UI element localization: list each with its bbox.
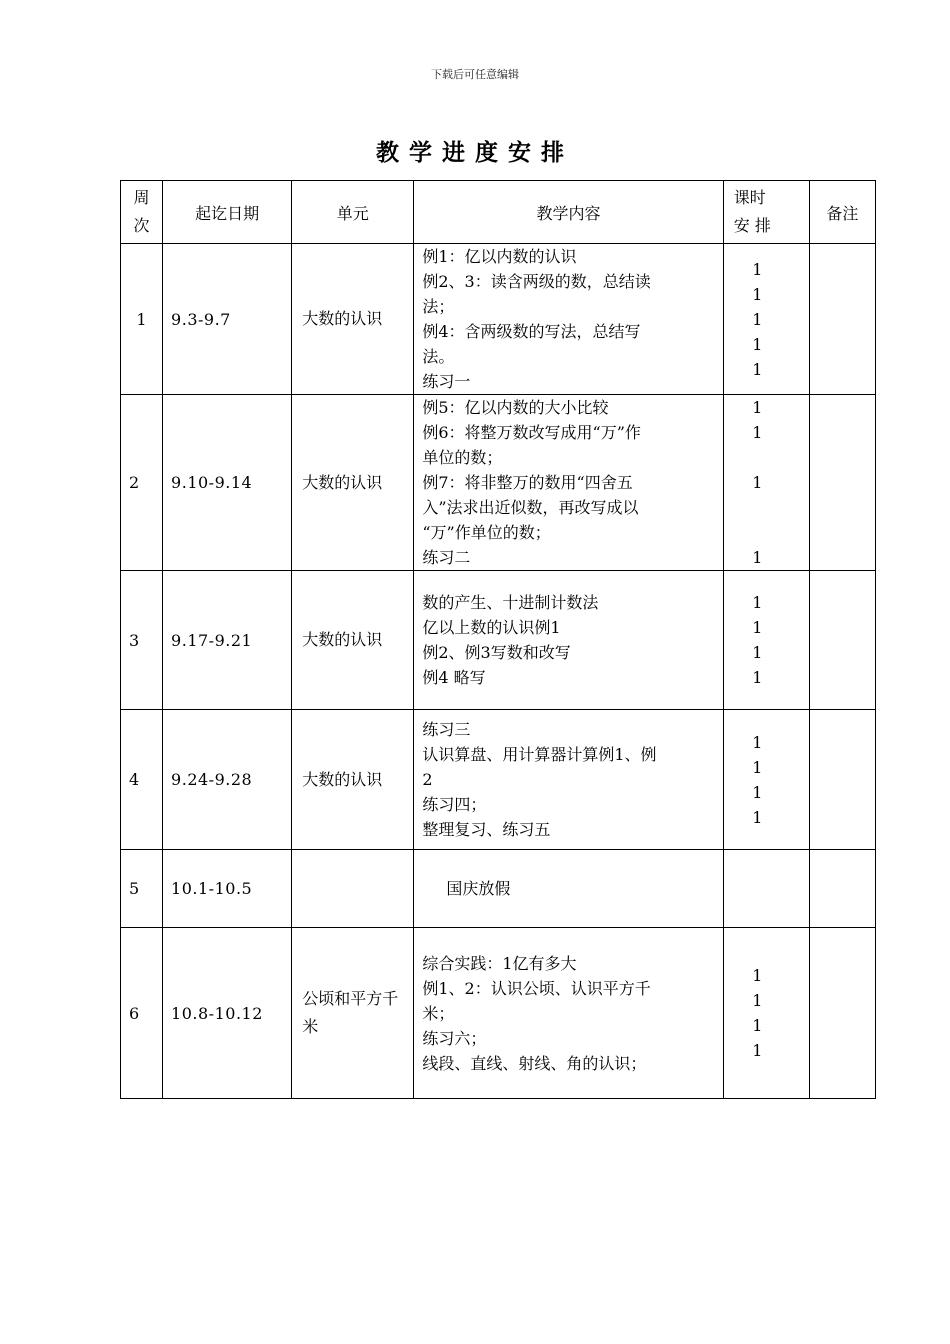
- hours-line: 1: [752, 398, 763, 417]
- hours-line: [724, 445, 791, 470]
- hours-line: 1: [752, 668, 763, 687]
- notes-cell: [809, 571, 875, 710]
- hours-line: 1: [752, 966, 763, 985]
- week-cell: 1: [121, 244, 163, 395]
- date-cell: 10.1-10.5: [163, 850, 292, 928]
- date-cell: 9.10-9.14: [163, 395, 292, 571]
- content-line: 入”法求出近似数，再改写成以: [422, 498, 639, 517]
- table-row: [121, 395, 876, 571]
- table-row: [121, 244, 876, 395]
- hours-line: [724, 495, 791, 520]
- hours-line: 1: [752, 259, 763, 279]
- content-line: 练习一: [422, 372, 471, 391]
- header-notes: 备注: [809, 181, 875, 244]
- content-line: 法。: [422, 347, 455, 366]
- content-line: 2: [422, 770, 433, 789]
- content-line: 练习四；: [422, 795, 487, 814]
- content-line: 例1：亿以内数的认识: [422, 247, 577, 266]
- week-cell: 2: [121, 395, 163, 571]
- notes-cell: [809, 710, 875, 850]
- header-note: 下载后可任意编辑: [431, 68, 519, 81]
- header-week-line2: 次: [133, 216, 150, 235]
- header-hours-line1: 课时: [733, 188, 766, 207]
- hours-line: 1: [752, 991, 763, 1010]
- content-line: 例4：含两级数的写法，总结写: [422, 322, 641, 341]
- notes-cell: [809, 928, 875, 1099]
- hours-cell: [723, 244, 809, 395]
- content-line: 例5：亿以内数的大小比较: [422, 398, 609, 417]
- content-line: 例2、3：读含两级的数，总结读: [422, 272, 651, 291]
- content-line: 例1、2：认识公顷、认识平方千: [422, 978, 651, 998]
- table-row: [121, 850, 876, 928]
- unit-cell: 公顷和平方千米: [292, 928, 414, 1099]
- content-cell: [414, 244, 723, 395]
- notes-cell: [809, 244, 875, 395]
- content-line: 亿以上数的认识例1: [422, 618, 561, 637]
- content-cell: [414, 395, 723, 571]
- content-line: 例2、例3写数和改写: [422, 643, 571, 662]
- date-cell: 9.17-9.21: [163, 571, 292, 710]
- hours-line: 1: [752, 643, 763, 662]
- unit-cell: 大数的认识: [292, 710, 414, 850]
- content-line: 练习二: [422, 548, 471, 567]
- unit-cell: 大数的认识: [292, 395, 414, 571]
- hours-line: 1: [752, 284, 763, 304]
- content-cell: [414, 710, 723, 850]
- header-hours-line2: 安 排: [733, 216, 771, 235]
- content-line: 练习三: [422, 720, 471, 739]
- hours-line: 1: [752, 782, 763, 802]
- schedule-table: [120, 180, 876, 1099]
- header-week-line1: 周: [133, 188, 150, 207]
- content-line: 综合实践：1亿有多大: [422, 953, 577, 973]
- unit-cell: 大数的认识: [292, 571, 414, 710]
- date-cell: 9.3-9.7: [163, 244, 292, 395]
- notes-cell: [809, 395, 875, 571]
- content-line: “万”作单位的数；: [422, 523, 551, 542]
- content-line: 例7：将非整万的数用“四舍五: [422, 473, 633, 492]
- content-cell: [414, 571, 723, 710]
- header-week: [121, 181, 163, 244]
- content-line: 国庆放假: [446, 879, 511, 898]
- content-line: 例6：将整万数改写成用“万”作: [422, 423, 641, 442]
- content-line: 认识算盘、用计算器计算例1、例: [422, 745, 657, 764]
- hours-line: 1: [752, 309, 763, 329]
- document-title: 教学进度安排: [376, 139, 574, 166]
- header-unit: 单元: [292, 181, 414, 244]
- content-cell: [414, 850, 723, 928]
- hours-cell: [723, 928, 809, 1099]
- hours-line: 1: [752, 757, 763, 777]
- table-row: [121, 928, 876, 1099]
- hours-cell: [723, 571, 809, 710]
- date-cell: 10.8-10.12: [163, 928, 292, 1099]
- hours-line: 1: [752, 618, 763, 637]
- content-line: 线段、直线、射线、角的认识；: [422, 1053, 647, 1073]
- table-row: [121, 571, 876, 710]
- hours-line: 1: [752, 423, 763, 442]
- hours-line: 1: [752, 334, 763, 354]
- unit-cell: [292, 850, 414, 928]
- hours-line: 1: [752, 593, 763, 612]
- week-cell: 5: [121, 850, 163, 928]
- unit-cell: 大数的认识: [292, 244, 414, 395]
- hours-line: 1: [752, 473, 763, 492]
- hours-line: 1: [752, 807, 763, 827]
- header-dates: 起讫日期: [163, 181, 292, 244]
- hours-cell: [723, 850, 809, 928]
- content-line: 例4 略写: [422, 668, 486, 687]
- notes-cell: [809, 850, 875, 928]
- content-line: 数的产生、十进制计数法: [422, 593, 599, 612]
- content-line: 米；: [422, 1003, 455, 1023]
- week-cell: 3: [121, 571, 163, 710]
- table-row: [121, 710, 876, 850]
- week-cell: 6: [121, 928, 163, 1099]
- content-line: 练习六；: [422, 1028, 487, 1048]
- hours-cell: [723, 395, 809, 571]
- hours-line: 1: [752, 548, 763, 567]
- week-cell: 4: [121, 710, 163, 850]
- content-line: 单位的数；: [422, 448, 503, 467]
- table-header-row: [121, 181, 876, 244]
- header-hours: [723, 181, 809, 244]
- hours-cell: [723, 710, 809, 850]
- hours-line: [724, 520, 791, 545]
- content-line: 整理复习、练习五: [422, 820, 551, 839]
- hours-line: 1: [752, 1041, 763, 1060]
- hours-line: 1: [752, 359, 763, 379]
- hours-line: 1: [752, 732, 763, 752]
- hours-line: 1: [752, 1016, 763, 1035]
- date-cell: 9.24-9.28: [163, 710, 292, 850]
- header-content: 教学内容: [414, 181, 723, 244]
- content-cell: [414, 928, 723, 1099]
- content-line: 法；: [422, 297, 455, 316]
